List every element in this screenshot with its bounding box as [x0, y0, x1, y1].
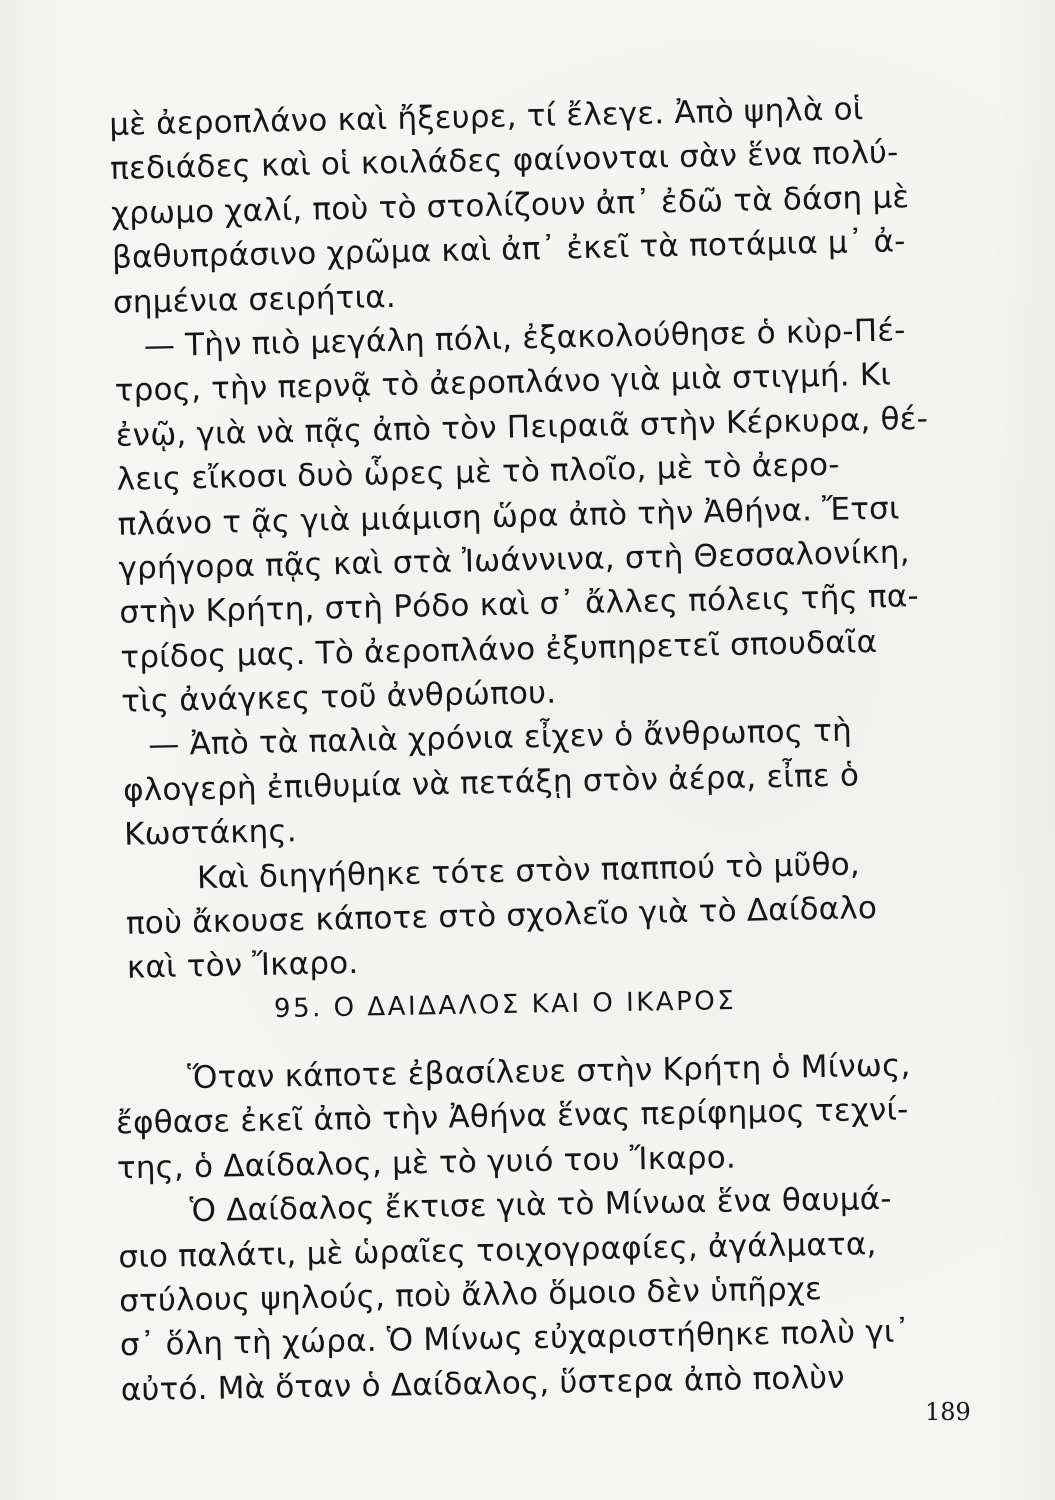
text-line: ποὺ ἄκουσε κάποτε στὸ σχολεῖο γιὰ τὸ Δαίδαλο: [125, 890, 878, 942]
text-line: στὴν Κρήτη, στὴ Ρόδο καὶ σ᾿ ἄλλες πόλεις τῆς πα-: [119, 578, 920, 632]
text-line: της, ὁ Δαίδαλος, μὲ τὸ γυιό του Ἴκαρο.: [116, 1139, 737, 1187]
text-line: αὐτό. Μὰ ὅταν ὁ Δαίδαλος, ὕστερα ἀπὸ πολὺν: [120, 1359, 846, 1409]
text-line: — Ἀπὸ τὰ παλιὰ χρόνια εἶχεν ὁ ἄνθρωπος τὴ: [147, 712, 853, 764]
text-line: γρήγορα πᾷς καὶ στὰ Ἰωάννινα, στὴ Θεσσαλονίκη,: [118, 534, 911, 587]
text-line: πλάνο τ ᾷς γιὰ μιάμιση ὥρα ἀπὸ τὴν Ἀθήνα. Ἔτσι: [117, 489, 901, 543]
text-line: — Τὴν πιὸ μεγάλη πόλι, ἐξακολούθησε ὁ κὺρ-Πέ-: [143, 312, 906, 365]
text-line: Καὶ διηγήθηκε τότε στὸν παππού τὸ μῦθο,: [196, 845, 861, 896]
text-line: ἐνῷ, γιὰ νὰ πᾷς ἀπὸ τὸν Πειραιᾶ στὴν Κέρκυρα, θέ-: [115, 400, 929, 454]
text-line: σ᾿ ὅλη τὴ χώρα. Ὁ Μίνως εὐχαριστήθηκε πολὺ γι᾿: [119, 1313, 911, 1364]
text-line: Κωστάκης.: [123, 813, 298, 853]
body-text-part1: [109, 85, 967, 990]
text-line: Ὅταν κάποτε ἐβασίλευε στὴν Κρήτη ὁ Μίνως,: [187, 1047, 911, 1097]
text-line: φλογερὴ ἐπιθυμία νὰ πετάξῃ στὸν ἀέρα, εἶπε ὁ: [122, 757, 860, 809]
text-line: καὶ τὸν Ἴκαρο.: [126, 945, 359, 987]
text-line: βαθυπράσινο χρῶμα καὶ ἀπ᾿ ἐκεῖ τὰ ποτάμια μ᾿ ἀ-: [111, 223, 906, 277]
text-line: πεδιάδες καὶ οἱ κοιλάδες φαίνονται σὰν ἕνα πολύ-: [109, 134, 899, 188]
text-line: Ὁ Δαίδαλος ἔκτισε γιὰ τὸ Μίνωα ἕνα θαυμά-: [189, 1180, 893, 1230]
section-heading: 95. Ο ΔΑΙΔΑΛΟΣ ΚΑΙ Ο ΙΚΑΡΟΣ: [273, 985, 737, 1025]
text-line: τὶς ἀνάγκες τοῦ ἀνθρώπου.: [120, 674, 557, 720]
body-text-part2: [115, 1043, 961, 1413]
text-line: λεις εἴκοσι δυὸ ὧρες μὲ τὸ πλοῖο, μὲ τὸ ἀερο-: [116, 446, 840, 498]
text-line: στύλους ψηλούς, ποὺ ἄλλο ὅμοιο δὲν ὑπῆρχε: [118, 1271, 823, 1320]
text-line: μὲ ἀεροπλάνο καὶ ἤξευρε, τί ἔλεγε. Ἀπὸ ψηλὰ οἱ: [108, 91, 864, 143]
text-line: σιο παλάτι, μὲ ὡραῖες τοιχογραφίες, ἀγάλματα,: [118, 1225, 877, 1275]
text-line: τρος, τὴν περνᾷ τὸ ἀεροπλάνο γιὰ μιὰ στιγμή. Κι: [114, 356, 892, 410]
page-number: 189: [925, 1398, 971, 1426]
text-line: τρίδος μας. Τὸ ἀεροπλάνο ἐξυπηρετεῖ σπουδαῖα: [120, 623, 878, 676]
text-line: σημένια σειρήτια.: [112, 278, 397, 321]
text-line: ἔφθασε ἐκεῖ ἀπὸ τὴν Ἀθήνα ἕνας περίφημος τεχνί-: [115, 1091, 909, 1142]
text-line: χρωμο χαλί, ποὺ τὸ στολίζουν ἀπ᾿ ἐδῶ τὰ δάση μὲ: [110, 178, 910, 232]
